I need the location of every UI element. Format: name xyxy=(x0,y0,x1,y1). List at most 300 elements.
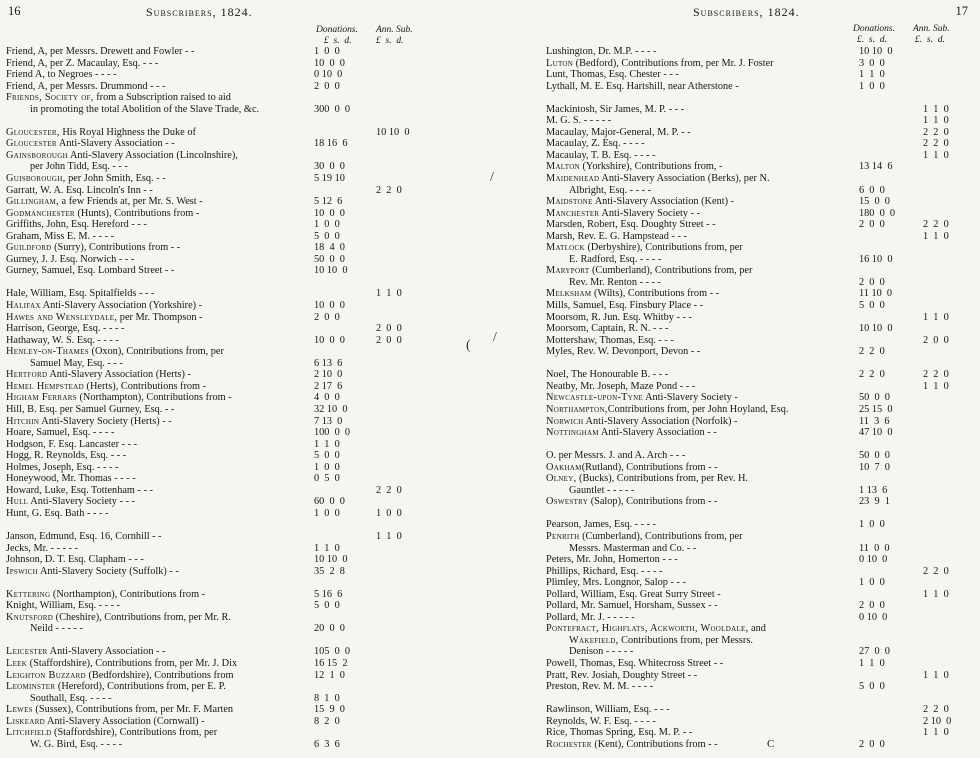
subscriber-name-text: Phillips, Richard, Esq. - - - - xyxy=(546,565,663,577)
place-name-smallcaps: Leominster xyxy=(6,681,56,693)
subscriber-name-text: Pratt, Rev. Josiah, Doughty Street - - xyxy=(546,669,698,681)
subscriber-name xyxy=(6,231,306,243)
subscriber-row xyxy=(0,185,480,197)
subscriber-name xyxy=(546,531,851,543)
subscriber-name-text: Friend, A, per Messrs. Drewett and Fowler - - xyxy=(6,46,195,57)
place-name-smallcaps: Godmanchester xyxy=(6,207,75,219)
subscriber-name xyxy=(6,681,306,693)
subscriber-name xyxy=(546,208,851,220)
subscriber-name xyxy=(546,323,851,335)
subscriber-name xyxy=(6,543,306,555)
subscriber-name xyxy=(546,104,851,116)
place-name-smallcaps: Friends, Society of, xyxy=(6,92,94,104)
subscriber-name xyxy=(546,150,851,162)
subscriber-name xyxy=(546,739,851,751)
annual-subscription-amount: 2 2 0 xyxy=(923,565,949,577)
subscriber-name xyxy=(569,646,874,658)
donation-amount: 6 0 0 xyxy=(859,184,885,196)
annual-subscription-amount: 1 1 0 xyxy=(923,727,949,739)
donation-amount: 5 0 0 xyxy=(314,230,340,242)
subscriber-name xyxy=(546,589,851,601)
donation-amount: 0 10 0 xyxy=(859,611,888,623)
subscriber-row xyxy=(535,716,980,728)
subscriber-name-text: Anti-Slavery Association (Yorkshire) - xyxy=(40,300,203,312)
subscriber-name-text: Friend, A, per Messrs. Drummond - - - xyxy=(6,80,166,92)
subscriber-name-text: Anti-Slavery Association - - xyxy=(598,427,717,439)
donation-amount: 16 10 0 xyxy=(859,253,893,265)
subscriber-row xyxy=(0,496,480,508)
left-donations-units: £ s. d. xyxy=(324,36,352,46)
subscriber-name-text: Anti-Slavery Society - - - xyxy=(28,496,135,508)
subscriber-name-text: Anti-Slavery Society (Herts) - - xyxy=(39,415,172,427)
annual-subscription-amount: 2 2 0 xyxy=(923,704,949,716)
section-gap xyxy=(535,92,980,104)
subscriber-name xyxy=(30,358,330,370)
subscriber-name-text: Gurney, J. J. Esq. Norwich - - - xyxy=(6,253,135,265)
subscriber-name-text: Anti-Slavery Society (Suffolk) - - xyxy=(37,565,179,577)
place-name-smallcaps: Luton xyxy=(546,57,574,69)
subscriber-name xyxy=(546,58,851,70)
subscriber-row xyxy=(0,104,480,116)
subscriber-name-text: Gurney, Samuel, Esq. Lombard Street - - xyxy=(6,265,175,277)
subscriber-row xyxy=(0,161,480,173)
subscriber-name xyxy=(6,81,306,93)
annual-subscription-amount: 1 1 0 xyxy=(923,311,949,323)
place-name-smallcaps: Lewes xyxy=(6,704,33,716)
subscriber-row xyxy=(0,69,480,81)
subscriber-name xyxy=(546,381,851,393)
subscriber-row xyxy=(0,681,480,693)
subscriber-name xyxy=(6,335,306,347)
subscriber-name xyxy=(6,219,306,231)
subscriber-name-text: (Salop), Contributions from - - xyxy=(588,496,718,508)
subscriber-name xyxy=(569,485,874,497)
donation-amount: 13 14 6 xyxy=(859,161,893,173)
subscriber-name-text: Rawlinson, William, Esq. - - - xyxy=(546,704,670,716)
subscriber-name-text: Jecks, Mr. - - - - - xyxy=(6,542,79,554)
annual-subscription-amount: 10 10 0 xyxy=(376,126,410,138)
subscriber-name-text: (Cheshire), Contributions from, per Mr. R. xyxy=(53,611,231,623)
donation-amount: 30 0 0 xyxy=(314,161,345,173)
place-name-smallcaps: Norwich xyxy=(546,415,584,427)
donation-amount: 2 0 0 xyxy=(859,738,885,750)
subscriber-name-text: Hale, William, Esq. Spitalfields - - - xyxy=(6,288,155,300)
place-name-smallcaps: Liskeard xyxy=(6,715,46,727)
subscriber-name xyxy=(546,392,851,404)
annual-subscription-amount: 2 0 0 xyxy=(376,334,402,346)
subscriber-row xyxy=(535,277,980,289)
subscriber-row xyxy=(0,196,480,208)
place-name-smallcaps: Maidstone xyxy=(546,196,593,208)
subscriber-name xyxy=(6,300,306,312)
subscriber-name-text: Hill, B. Esq. per Samuel Gurney, Esq. - - xyxy=(6,403,175,415)
donation-amount: 2 2 0 xyxy=(859,346,885,358)
subscriber-name-text: Macaulay, Z. Esq. - - - - xyxy=(546,138,645,150)
subscriber-name xyxy=(546,300,851,312)
subscriber-name-text: Hodgson, F. Esq. Lancaster - - - xyxy=(6,438,138,450)
place-name-smallcaps: Gloucester, xyxy=(6,126,60,138)
subscriber-name-text: (Wilts), Contributions from - - xyxy=(591,288,720,300)
donation-amount: 10 0 0 xyxy=(314,300,345,312)
donation-amount: 50 0 0 xyxy=(314,253,345,265)
donation-amount: 10 10 0 xyxy=(314,265,348,277)
subscriber-name xyxy=(546,115,851,127)
subscriber-name xyxy=(6,173,306,185)
subscriber-row xyxy=(535,566,980,578)
donation-amount: 11 3 6 xyxy=(859,415,890,427)
subscriber-row xyxy=(0,138,480,150)
subscriber-row xyxy=(535,323,980,335)
subscriber-row xyxy=(535,612,980,624)
subscriber-row xyxy=(0,346,480,358)
subscriber-name-text: (Northampton), Contributions from - xyxy=(50,588,206,600)
subscriber-name-text: Pollard, Mr. J. - - - - - xyxy=(546,611,635,623)
place-name-smallcaps: Guisborough, xyxy=(6,173,66,185)
subscriber-name-text: (Northampton), Contributions from - xyxy=(76,392,232,404)
donation-amount: 105 0 0 xyxy=(314,646,351,658)
subscriber-name-text: Knight, William, Esq. - - - - xyxy=(6,600,121,612)
subscriber-row xyxy=(0,739,480,751)
donation-amount: 0 10 0 xyxy=(314,69,343,81)
donation-amount: 20 0 0 xyxy=(314,623,345,635)
donation-amount: 5 0 0 xyxy=(859,681,885,693)
donation-amount: 18 16 6 xyxy=(314,138,348,150)
subscriber-name xyxy=(546,404,851,416)
donation-amount: 1 0 0 xyxy=(314,507,340,519)
subscriber-name-text: Anti-Slavery Society - - xyxy=(599,207,701,219)
subscriber-row xyxy=(535,185,980,197)
subscriber-name xyxy=(569,635,874,647)
subscriber-row xyxy=(0,623,480,635)
subscriber-row xyxy=(535,589,980,601)
subscriber-row xyxy=(0,127,480,139)
place-name-smallcaps: Oakham xyxy=(546,461,582,473)
subscriber-row xyxy=(535,69,980,81)
section-gap xyxy=(0,519,480,531)
annual-subscription-amount: 1 1 0 xyxy=(376,288,402,300)
subscriber-row xyxy=(535,600,980,612)
subscriber-row xyxy=(535,81,980,93)
donation-amount: 5 16 6 xyxy=(314,588,343,600)
donation-amount: 1 0 0 xyxy=(314,219,340,231)
subscriber-row xyxy=(535,219,980,231)
subscriber-row xyxy=(535,496,980,508)
subscriber-name xyxy=(6,600,306,612)
place-name-smallcaps: Pontefract, Highflats, Ackworth, Wooldale, xyxy=(546,623,749,635)
donation-amount: 2 0 0 xyxy=(314,311,340,323)
place-name-smallcaps: Leek xyxy=(6,657,28,669)
subscriber-name xyxy=(6,670,306,682)
subscriber-name xyxy=(546,81,851,93)
subscriber-row xyxy=(535,208,980,220)
subscriber-row xyxy=(0,543,480,555)
subscriber-name-text: Neatby, Mr. Joseph, Maze Pond - - - xyxy=(546,380,696,392)
subscriber-name-text: Garratt, W. A. Esq. Lincoln's Inn - - xyxy=(6,184,153,196)
subscriber-name xyxy=(546,612,851,624)
annual-subscription-amount: 2 0 0 xyxy=(923,334,949,346)
donation-amount: 2 2 0 xyxy=(859,369,885,381)
subscriber-name-text: (Yorkshire), Contributions from, - xyxy=(579,161,723,173)
subscriber-name-text: a few Friends at, per Mr. S. West - xyxy=(58,196,203,208)
subscriber-name-text: (Hereford), Contributions from, per E. P. xyxy=(55,681,226,693)
place-name-smallcaps: Maryport xyxy=(546,265,590,277)
place-name-smallcaps: Manchester xyxy=(546,207,600,219)
annual-subscription-amount: 2 2 0 xyxy=(923,219,949,231)
subscriber-name-text: Anti-Slavery Association (Norfolk) - xyxy=(583,415,738,427)
donation-amount: 1 1 0 xyxy=(314,542,340,554)
subscriber-name-text: Mills, Samuel, Esq. Finsbury Place - - xyxy=(546,300,704,312)
subscriber-name-text: Noel, The Honourable B. - - - xyxy=(546,369,669,381)
subscriber-name xyxy=(6,92,306,104)
subscriber-row xyxy=(535,727,980,739)
subscriber-row xyxy=(535,543,980,555)
subscriber-row xyxy=(0,646,480,658)
subscriber-name xyxy=(6,508,306,520)
subscriber-name-text: Howard, Luke, Esq. Tottenham - - - xyxy=(6,484,153,496)
right-running-title: Subscribers, 1824. xyxy=(693,5,800,19)
subscriber-row xyxy=(535,739,980,751)
annual-subscription-amount: 2 2 0 xyxy=(376,184,402,196)
subscriber-name-text: Pollard, Mr. Samuel, Horsham, Sussex - - xyxy=(546,600,718,612)
subscriber-name-text: (Herts), Contributions from - xyxy=(83,380,207,392)
subscriber-name xyxy=(6,427,306,439)
subscriber-row xyxy=(0,46,480,58)
subscriber-name xyxy=(6,496,306,508)
subscriber-name xyxy=(6,554,306,566)
subscriber-row xyxy=(0,288,480,300)
annual-subscription-amount: 1 1 0 xyxy=(923,115,949,127)
subscriber-row xyxy=(535,404,980,416)
subscriber-name-text: Myles, Rev. W. Devonport, Devon - - xyxy=(546,346,701,358)
subscriber-name xyxy=(546,704,851,716)
subscriber-row xyxy=(0,485,480,497)
subscriber-name-text: from a Subscription raised to aid xyxy=(93,92,231,104)
subscriber-name xyxy=(546,288,851,300)
place-name-smallcaps: Guildford xyxy=(6,242,52,254)
subscriber-name-text: Preston, Rev. M. M. - - - - xyxy=(546,681,654,693)
subscriber-row xyxy=(0,473,480,485)
subscriber-name xyxy=(6,716,306,728)
place-name-smallcaps: Maidenhead xyxy=(546,173,600,185)
donation-amount: 5 0 0 xyxy=(859,300,885,312)
place-name-smallcaps: Gainsborough xyxy=(6,149,68,161)
right-page-number: 17 xyxy=(955,4,968,18)
subscriber-row xyxy=(535,577,980,589)
donation-amount: 2 0 0 xyxy=(859,600,885,612)
subscriber-name-text: Reynolds, W. F. Esq. - - - - xyxy=(546,715,656,727)
place-name-smallcaps: Nottingham xyxy=(546,427,599,439)
donation-amount: 1 1 0 xyxy=(314,438,340,450)
donation-amount: 10 0 0 xyxy=(314,207,345,219)
subscriber-row xyxy=(535,242,980,254)
subscriber-name-text: Pearson, James, Esq. - - - - xyxy=(546,519,657,531)
place-name-smallcaps: Hull xyxy=(6,496,29,508)
subscriber-name xyxy=(546,658,851,670)
subscriber-row xyxy=(0,404,480,416)
subscriber-name-text: Harrison, George, Esq. - - - - xyxy=(6,323,125,335)
place-name-smallcaps: Higham Ferrars xyxy=(6,392,77,404)
subscriber-name-text: Lushington, Dr. M.P. - - - - xyxy=(546,46,657,57)
donation-amount: 10 10 0 xyxy=(859,46,893,57)
subscriber-row xyxy=(0,716,480,728)
subscriber-name-text: His Royal Highness the Duke of xyxy=(59,126,196,138)
donation-amount: 2 0 0 xyxy=(859,276,885,288)
right-donations-units: £. s. d. xyxy=(857,35,887,45)
section-gap xyxy=(535,693,980,705)
place-name-smallcaps: Newcastle-upon-Tyne xyxy=(546,392,644,404)
donation-amount: 10 0 0 xyxy=(314,57,345,69)
annual-subscription-amount: 1 1 0 xyxy=(376,530,402,542)
subscriber-name xyxy=(569,277,874,289)
subscriber-name xyxy=(6,196,306,208)
subscriber-name xyxy=(546,416,851,428)
right-page xyxy=(535,0,980,758)
subscriber-row xyxy=(535,519,980,531)
subscriber-name-text: and xyxy=(748,623,766,635)
subscriber-row xyxy=(535,646,980,658)
donation-amount: 7 13 0 xyxy=(314,415,343,427)
subscriber-name xyxy=(6,242,306,254)
donation-amount: 180 0 0 xyxy=(859,207,896,219)
place-name-smallcaps: Matlock xyxy=(546,242,585,254)
donation-amount: 1 0 0 xyxy=(859,80,885,92)
right-annual-heading: Ann. Sub. xyxy=(913,24,950,34)
donation-amount: 1 0 0 xyxy=(859,519,885,531)
subscriber-row xyxy=(535,300,980,312)
subscriber-name xyxy=(6,704,306,716)
subscriber-name xyxy=(6,612,306,624)
donation-amount: 16 15 2 xyxy=(314,657,348,669)
subscriber-name-text: Pollard, William, Esq. Great Surry Street - xyxy=(546,588,721,600)
donation-amount: 10 7 0 xyxy=(859,461,890,473)
donation-amount: 8 1 0 xyxy=(314,692,340,704)
annual-subscription-amount: 1 1 0 xyxy=(923,149,949,161)
subscriber-name-text: Gauntlet - - - - - xyxy=(569,484,635,496)
subscriber-row xyxy=(535,635,980,647)
subscriber-name xyxy=(6,323,306,335)
subscriber-row xyxy=(535,231,980,243)
subscriber-name-text: Mackintosh, Sir James, M. P. - - - xyxy=(546,103,685,115)
donation-amount: 10 0 0 xyxy=(314,334,345,346)
donation-amount: 18 4 0 xyxy=(314,242,345,254)
subscriber-name-text: W. G. Bird, Esq. - - - - xyxy=(30,738,122,750)
place-name-smallcaps: Litchfield xyxy=(6,727,52,739)
subscriber-row xyxy=(0,589,480,601)
subscriber-row xyxy=(0,600,480,612)
subscriber-name xyxy=(546,335,851,347)
donation-amount: 11 0 0 xyxy=(859,542,890,554)
subscriber-name-text: Peters, Mr. John, Homerton - - - xyxy=(546,554,678,566)
subscriber-name xyxy=(6,69,306,81)
donation-amount: 32 10 0 xyxy=(314,403,348,415)
margin-mark: / xyxy=(493,330,497,345)
subscriber-name-text: (Oxon), Contributions from, per xyxy=(88,346,224,358)
subscriber-name xyxy=(546,623,851,635)
subscriber-name xyxy=(6,185,306,197)
subscriber-row xyxy=(535,265,980,277)
subscriber-name-text: (Rutland), Contributions from - - xyxy=(581,461,718,473)
subscriber-row xyxy=(535,161,980,173)
place-name-smallcaps: Henley-on-Thames xyxy=(6,346,89,358)
subscriber-name-text: Macaulay, T. B. Esq. - - - - xyxy=(546,149,656,161)
subscriber-name xyxy=(30,739,330,751)
donation-amount: 60 0 0 xyxy=(314,496,345,508)
subscriber-name-text: Friend A, to Negroes - - - - xyxy=(6,69,117,81)
left-running-title: Subscribers, 1824. xyxy=(146,5,253,19)
subscriber-row xyxy=(535,473,980,485)
annual-subscription-amount: 2 0 0 xyxy=(376,323,402,335)
donation-amount: 6 13 6 xyxy=(314,357,343,369)
subscriber-row xyxy=(535,485,980,497)
subscriber-name xyxy=(546,219,851,231)
subscriber-name-text: Anti-Slavery Society - xyxy=(643,392,738,404)
subscriber-name-text: Hunt, G. Esq. Bath - - - - xyxy=(6,507,109,519)
subscriber-name xyxy=(30,161,330,173)
place-name-smallcaps: Leicester xyxy=(6,646,48,658)
right-subscriber-list xyxy=(535,46,980,750)
annual-subscription-amount: 1 1 0 xyxy=(923,588,949,600)
subscriber-name-text: Moorsom, R. Jun. Esq. Whitby - - - xyxy=(546,311,692,323)
donation-amount: 3 0 0 xyxy=(859,57,885,69)
subscriber-row xyxy=(535,127,980,139)
donation-amount: 100 0 0 xyxy=(314,427,351,439)
donation-amount: 12 1 0 xyxy=(314,669,345,681)
subscriber-name xyxy=(30,623,330,635)
subscriber-name xyxy=(6,589,306,601)
donation-amount: 1 0 0 xyxy=(314,461,340,473)
subscriber-name-text: Rev. Mr. Renton - - - - xyxy=(569,276,661,288)
subscriber-name-text: (Bucks), Contributions from, per Rev. H. xyxy=(576,473,748,485)
subscriber-name xyxy=(546,346,851,358)
subscriber-name-text: Marsden, Robert, Esq. Doughty Street - - xyxy=(546,219,716,231)
place-name-smallcaps: Gloucester xyxy=(6,138,57,150)
place-name-smallcaps: Halifax xyxy=(6,300,41,312)
donation-amount: 27 0 0 xyxy=(859,646,890,658)
subscriber-name-text: Hogg, R. Reynolds, Esq. - - - xyxy=(6,450,127,462)
subscriber-row xyxy=(535,623,980,635)
subscriber-row xyxy=(0,612,480,624)
place-name-smallcaps: Gillingham, xyxy=(6,196,59,208)
margin-mark: / xyxy=(490,170,494,185)
subscriber-name-text: (Hunts), Contributions from - xyxy=(74,207,200,219)
subscriber-name-text: Anti-Slavery Association (Cornwall) - xyxy=(45,715,205,727)
subscriber-row xyxy=(535,531,980,543)
subscriber-row xyxy=(0,231,480,243)
donation-amount: 4 0 0 xyxy=(314,392,340,404)
subscriber-name-text: Macaulay, Major-General, M. P. - - xyxy=(546,126,691,138)
subscriber-name xyxy=(569,254,874,266)
donation-amount: 2 10 0 xyxy=(314,369,343,381)
subscriber-name xyxy=(6,150,306,162)
place-name-smallcaps: Hertford xyxy=(6,369,48,381)
subscriber-name-text: M. G. S. - - - - - xyxy=(546,115,612,127)
subscriber-name-text: per Mr. Thompson - xyxy=(117,311,203,323)
subscriber-name-text: Anti-Slavery Association - - xyxy=(47,646,166,658)
subscriber-row xyxy=(535,427,980,439)
subscriber-name xyxy=(546,473,851,485)
subscriber-row xyxy=(0,173,480,185)
subscriber-name xyxy=(6,381,306,393)
subscriber-row xyxy=(0,242,480,254)
subscriber-name-text: Janson, Edmund, Esq. 16, Cornhill - - xyxy=(6,530,162,542)
subscriber-row xyxy=(0,427,480,439)
section-gap xyxy=(535,439,980,451)
subscriber-name-text: E. Radford, Esq. - - - - xyxy=(569,253,662,265)
subscriber-row xyxy=(535,196,980,208)
subscriber-name xyxy=(6,462,306,474)
subscriber-name-text: Griffiths, John, Esq. Hereford - - - xyxy=(6,219,147,231)
subscriber-name xyxy=(6,392,306,404)
